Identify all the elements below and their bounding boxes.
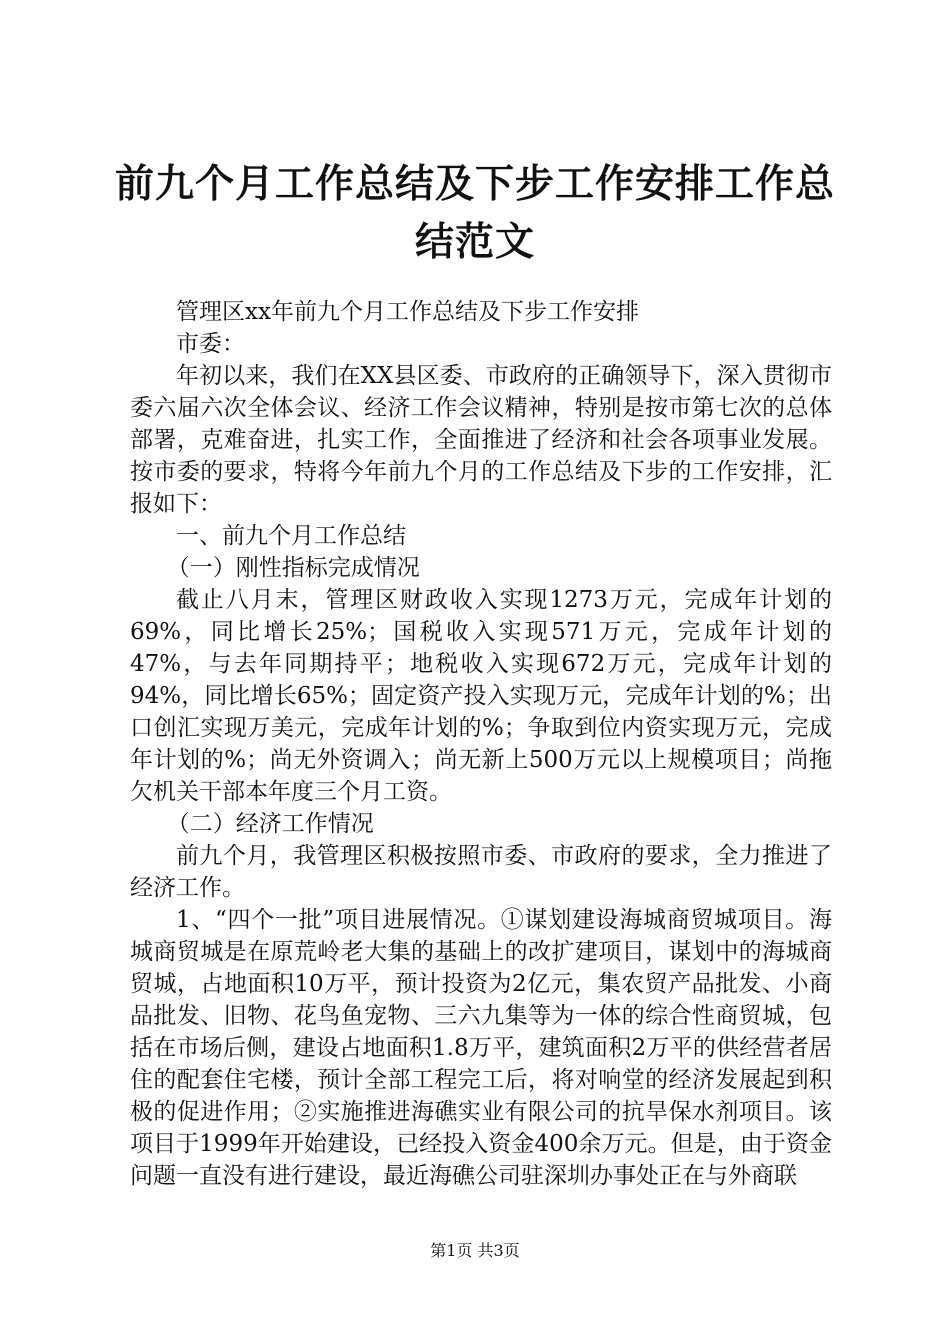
report-heading: 管理区xx年前九个月工作总结及下步工作安排 <box>176 299 639 325</box>
page-footer: 第1页 共3页 <box>430 1241 520 1260</box>
salutation: 市委： <box>176 331 245 357</box>
section-heading-1: 一、前九个月工作总结 <box>176 523 406 549</box>
document-title: 前九个月工作总结及下步工作安排工作总结范文 <box>114 162 835 265</box>
projects-paragraph: 1、“四个一批”项目进展情况。①谋划建设海城商贸城项目。海城商贸城是在原荒岭老大集的基础上的改扩建项目，谋划中的海城商贸城，占地面积10万平，预计投资为2亿元，集农贸产品批发、小商品批发、旧物、花鸟鱼宠物、三六九集等为一体的综合性商贸城，包括在市场后侧，建设占地面积1.8万平，建筑面积2万平的供经营者居住的配套住宅楼，预计全部工程完工后，将对响堂的经济发展起到积极的促进作用；②实施推进海礁实业有限公司的抗旱保水剂项目。该项目于1999年开始建设，已经投入资金400余万元。但是，由于资金问题一直没有进行建设，最近海礁公司驻深圳办事处正在与外商联 <box>130 907 832 1189</box>
document-body <box>130 296 832 1192</box>
indicators-paragraph: 截止八月末，管理区财政收入实现1273万元，完成年计划的69%，同比增长25%；国税收入实现571万元，完成年计划的47%，与去年同期持平；地税收入实现672万元，完成年计划的94%，同比增长65%；固定资产投入实现万元，完成年计划的%；出口创汇实现万美元，完成年计划的%；争取到位内资实现万元，完成年计划的%；尚无外资调入；尚无新上500万元以上规模项目；尚拖欠机关干部本年度三个月工资。 <box>130 587 832 805</box>
subsection-heading-1: （一）刚性指标完成情况 <box>166 555 420 581</box>
subsection-heading-2: （二）经济工作情况 <box>166 811 374 837</box>
intro-paragraph: 年初以来，我们在XX县区委、市政府的正确领导下，深入贯彻市委六届六次全体会议、经济工作会议精神，特别是按市第七次的总体部署，克难奋进，扎实工作，全面推进了经济和社会各项事业发展。按市委的要求，特将今年前九个月的工作总结及下步的工作安排，汇报如下： <box>130 363 832 517</box>
economy-paragraph: 前九个月，我管理区积极按照市委、市政府的要求，全力推进了经济工作。 <box>130 843 832 901</box>
